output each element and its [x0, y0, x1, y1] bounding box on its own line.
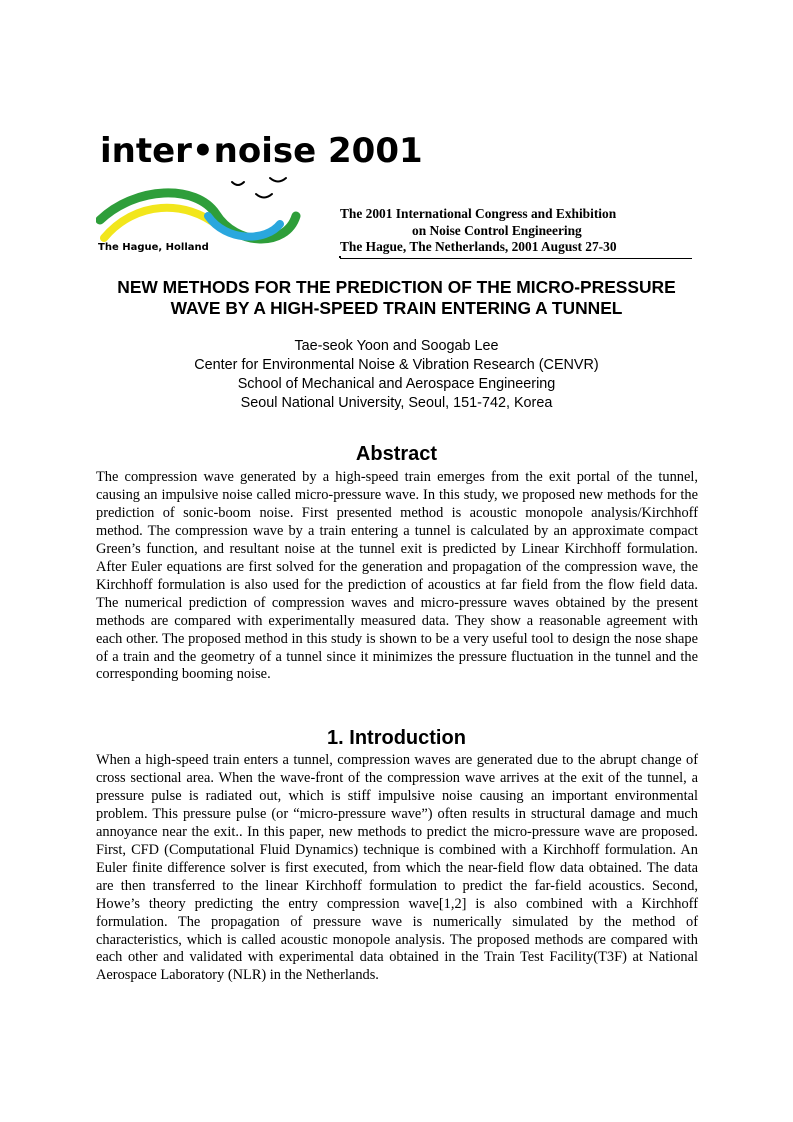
header-rule-mark — [339, 256, 341, 258]
conference-line-2: on Noise Control Engineering — [412, 222, 582, 238]
logo-yellow-wave — [104, 208, 218, 238]
logo-wordmark: inter•noise 2001 — [100, 131, 423, 171]
header-rule — [340, 258, 692, 259]
conference-line-1: The 2001 International Congress and Exhibition — [340, 206, 617, 221]
author-affiliation-2: School of Mechanical and Aerospace Engineering — [237, 376, 556, 392]
logo-caption: The Hague, Holland — [98, 242, 209, 253]
author-affiliation-3: Seoul National University, Seoul, 151-742, Korea — [240, 395, 553, 411]
logo-smile-mark — [270, 178, 286, 182]
author-block — [60, 337, 733, 413]
author-names: Tae-seok Yoon and Soogab Lee — [294, 338, 499, 354]
logo-smile-mark — [256, 194, 272, 198]
title-line-1: NEW METHODS FOR THE PREDICTION OF THE MICRO-PRESSURE — [117, 277, 676, 297]
conference-line-3: The Hague, The Netherlands, 2001 August 27-30 — [340, 239, 617, 254]
abstract-text: The compression wave generated by a high-speed train emerges from the exit portal of the tunnel, causing an impulsive noise called micro-pressure wave. In this study, we proposed new methods for the prediction of sonic-boom noise. First presented method is acoustic monopole analysis/Kirchhoff method. The compression wave by a train entering a tunnel is calculated by an approximate compact Green’s function, and resultant noise at the tunnel exit is predicted by Linear Kirchhoff formulation. After Euler equations are first solved for the generation and propagation of the compression wave, the Kirchhoff formulation is also used for the prediction of acoustics at far field from the flow field data. The numerical prediction of compression waves and micro-pressure waves obtained by the present methods are compared with experimentally measured data. They show a reasonable agreement with each other. The proposed method in this study is shown to be a very useful tool to design the nose shape of a train and the geometry of a tunnel since it minimizes the pressure fluctuation in the tunnel and the corresponding booming noise. — [96, 469, 698, 683]
title-line-2: WAVE BY A HIGH-SPEED TRAIN ENTERING A TUNNEL — [170, 298, 623, 318]
conference-header — [340, 206, 680, 256]
logo-smile-mark — [232, 182, 244, 185]
logo-waves-graphic — [96, 170, 336, 250]
introduction-text: When a high-speed train enters a tunnel, compression waves are generated due to the abrupt change of cross sectional area. When the wave-front of the compression wave arrives at the exit of the tunnel, a pressure pulse is radiated out, which is stiff impulsive noise causing an important environmental problem. This pressure pulse (or “micro-pressure wave”) often results in structural damage and much annoyance near the exit.. In this paper, new methods to predict the micro-pressure wave are proposed. First, CFD (Computational Fluid Dynamics) technique is combined with a Kirchhoff formulation. An Euler finite difference solver is first executed, from which the near-field flow data obtained. The data are then transferred to the linear Kirchhoff formulation to predict the far-field acoustics. Second, Howe’s theory predicting the entry compression wave[1,2] is also combined with a Kirchhoff formulation. The propagation of pressure wave is numerically simulated by the method of characteristics, which is called acoustic monopole analysis. The proposed methods are compared with each other and validated with experimental data obtained in the Train Test Facility(T3F) at National Aerospace Laboratory (NLR) in the Netherlands. — [96, 752, 698, 984]
abstract-heading: Abstract — [355, 443, 438, 465]
introduction-heading: 1. Introduction — [327, 727, 466, 749]
paper-title — [60, 277, 733, 319]
author-affiliation-1: Center for Environmental Noise & Vibration Research (CENVR) — [194, 357, 599, 373]
conference-logo — [96, 130, 423, 260]
